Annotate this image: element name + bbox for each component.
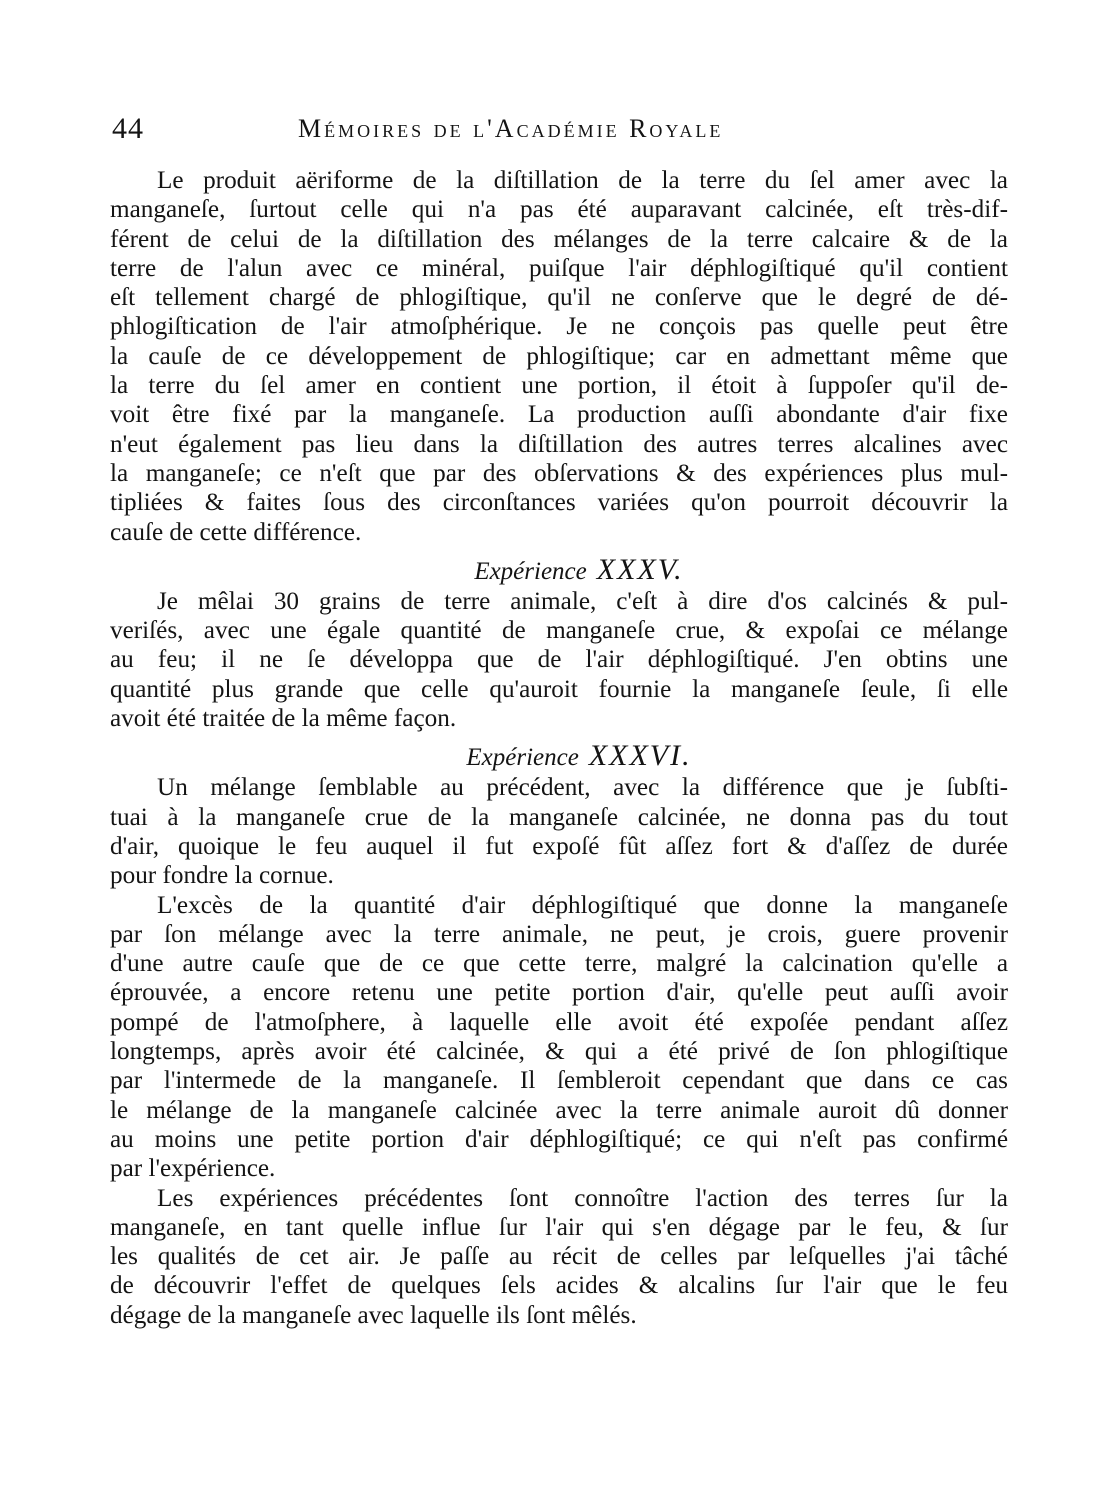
- paragraph-experience-36: [110, 773, 1008, 890]
- text-line: d'air, quoique le feu auquel il fut expoſé fût aſſez fort & d'aſſez de durée: [110, 832, 1008, 860]
- text-line: tuai à la manganeſe crue de la manganeſe calcinée, ne donna pas du tout: [110, 803, 1008, 831]
- text-line: pompé de l'atmoſphere, à laquelle elle avoit été expoſée pendant aſſez: [110, 1008, 1008, 1036]
- text-line: dégage de la manganeſe avec laquelle ils ſont mêlés.: [110, 1301, 637, 1329]
- heading-word: Expérience: [474, 557, 587, 585]
- text-line: la cauſe de ce développement de phlogiſtique; car en admettant même que: [110, 342, 1008, 370]
- running-head: [112, 112, 1002, 152]
- text-line: d'une autre cauſe que de ce que cette terre, malgré la calcination qu'elle a: [110, 950, 1008, 978]
- text-line: Un mélange ſemblable au précédent, avec la différence que je ſubſti-: [157, 774, 1008, 802]
- text-line: Les expériences précédentes ſont connoître l'action des terres ſur la: [157, 1184, 1008, 1212]
- text-line: par l'expérience.: [110, 1155, 276, 1183]
- text-line: au moins une petite portion d'air déphlogiſtiqué; ce qui n'eſt pas confirmé: [110, 1125, 1008, 1153]
- text-line: les qualités de cet air. Je paſſe au récit de celles par leſquelles j'ai tâché: [110, 1243, 1008, 1271]
- text-line: Je mêlai 30 grains de terre animale, c'eſt à dire d'os calcinés & pul-: [157, 587, 1008, 615]
- paragraph-discussion: [110, 891, 1008, 1184]
- text-line: longtemps, après avoir été calcinée, & qui a été privé de ſon phlogiſtique: [110, 1038, 1008, 1066]
- section-heading-experience-36: [110, 739, 1008, 773]
- text-line: veriſés, avec une égale quantité de manganeſe crue, & expoſai ce mélange: [110, 617, 1008, 645]
- text-line: n'eut également pas lieu dans la diſtillation des autres terres alcalines avec: [110, 430, 1008, 458]
- text-line: de découvrir l'effet de quelques ſels acides & alcalins ſur l'air que le feu: [110, 1272, 1008, 1300]
- text-line: cauſe de cette différence.: [110, 518, 362, 546]
- text-line: éprouvée, a encore retenu une petite portion d'air, qu'elle peut auſſi avoir: [110, 979, 1008, 1007]
- page-number: 44: [112, 112, 144, 145]
- text-line: terre de l'alun avec ce minéral, puiſque l'air déphlogiſtiqué qu'il contient: [110, 254, 1008, 282]
- paragraph-experience-35: [110, 587, 1008, 733]
- text-line: la terre du ſel amer en contient une portion, il étoit à ſuppoſer qu'il de-: [110, 372, 1008, 400]
- text-line: par l'intermede de la manganeſe. Il ſembleroit cependant que dans ce cas: [110, 1067, 1008, 1095]
- text-line: tipliées & faites ſous des circonſtances variées qu'on pourroit découvrir la: [110, 489, 1008, 517]
- heading-numeral: XXXVI.: [588, 739, 692, 773]
- text-line: par ſon mélange avec la terre animale, ne peut, je crois, guere provenir: [110, 920, 1008, 948]
- text-line: manganeſe, ſurtout celle qui n'a pas été auparavant calcinée, eſt très-dif-: [110, 196, 1008, 224]
- running-title: Mémoires de l'Académie Royale: [298, 114, 724, 143]
- text-line: L'excès de la quantité d'air déphlogiſtiqué que donne la manganeſe: [157, 891, 1008, 919]
- text-line: avoit été traitée de la même façon.: [110, 705, 457, 733]
- paragraph-conclusion: [110, 1184, 1008, 1330]
- text-line: quantité plus grande que celle qu'auroit fournie la manganeſe ſeule, ſi elle: [110, 675, 1008, 703]
- text-line: voit être fixé par la manganeſe. La production auſſi abondante d'air fixe: [110, 401, 1008, 429]
- text-line: la manganeſe; ce n'eſt que par des obſervations & des expériences plus mul-: [110, 459, 1008, 487]
- text-line: le mélange de la manganeſe calcinée avec la terre animale auroit dû donner: [110, 1096, 1008, 1124]
- text-line: pour fondre la cornue.: [110, 862, 334, 890]
- text-line: au feu; il ne ſe développa que de l'air déphlogiſtiqué. J'en obtins une: [110, 646, 1008, 674]
- heading-word: Expérience: [466, 744, 579, 772]
- text-line: eſt tellement chargé de phlogiſtique, qu'il ne conſerve que le degré de dé-: [110, 284, 1008, 312]
- heading-numeral: XXXV.: [596, 552, 684, 586]
- body-text: [110, 166, 1008, 1330]
- paragraph-intro: [110, 166, 1008, 547]
- text-line: férent de celui de la diſtillation des mélanges de la terre calcaire & de la: [110, 225, 1008, 253]
- text-line: Le produit aëriforme de la diſtillation de la terre du ſel amer avec la: [157, 167, 1008, 194]
- text-line: phlogiſtication de l'air atmoſphérique. Je ne conçois pas quelle peut être: [110, 313, 1008, 341]
- section-heading-experience-35: [110, 553, 1008, 587]
- text-line: manganeſe, en tant quelle influe ſur l'air qui s'en dégage par le feu, & ſur: [110, 1213, 1008, 1241]
